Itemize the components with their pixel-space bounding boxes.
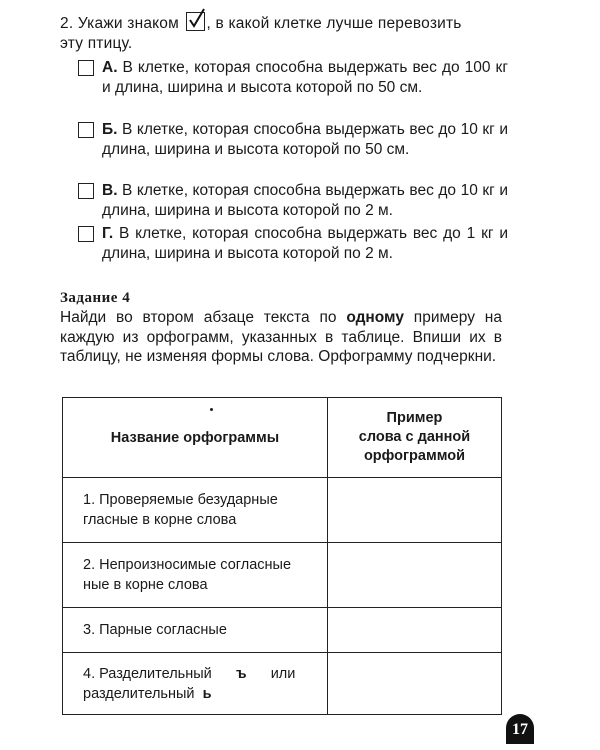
orthogram-text xyxy=(63,684,327,704)
header-orthogram-name: Название орфограммы xyxy=(63,398,328,478)
option-letter: А. xyxy=(102,59,118,76)
example-input-cell[interactable] xyxy=(327,608,501,653)
header-example-line: Пример xyxy=(386,410,443,426)
option-text: В клетке, которая способна выдержать вес до 1 кг и длина, ширина и высота которой по 2 м. xyxy=(102,225,508,262)
option-a[interactable] xyxy=(78,58,508,97)
orthogram-text-part: разделительный xyxy=(83,685,195,702)
option-text: В клетке, которая способна выдержать вес до 10 кг и длина, ширина и высота которой по 50 см. xyxy=(102,121,508,158)
orthogram-text: 1. Проверяемые безударные xyxy=(83,492,278,508)
orthogram-text: ные в корне слова xyxy=(83,577,208,593)
page-number: 17 xyxy=(506,714,534,744)
or-word: или xyxy=(270,665,296,682)
soft-sign: ь xyxy=(202,685,212,702)
orthogram-text-part: 4. Разделительный xyxy=(83,665,212,682)
example-input-cell[interactable] xyxy=(327,478,501,543)
orthogram-text xyxy=(63,664,327,684)
orthogram-cell xyxy=(63,543,328,608)
checkbox[interactable] xyxy=(78,183,94,199)
orthogram-text: 3. Парные согласные xyxy=(83,622,227,638)
orthogram-text: гласные в корне слова xyxy=(83,512,237,528)
option-letter: Г. xyxy=(102,225,114,242)
checkbox[interactable] xyxy=(78,60,94,76)
checkbox[interactable] xyxy=(78,122,94,138)
orthogram-table xyxy=(62,397,502,715)
table-row xyxy=(63,478,502,543)
orthogram-text: 2. Непроизносимые согласные xyxy=(83,557,292,573)
table-row xyxy=(63,608,502,653)
task-4-instructions xyxy=(60,308,502,367)
hard-sign: ъ xyxy=(235,665,247,682)
example-input-cell[interactable] xyxy=(327,653,501,715)
option-b[interactable] xyxy=(78,120,508,159)
checkmark-sample-icon xyxy=(186,12,205,31)
option-d[interactable] xyxy=(78,224,508,263)
orthogram-cell xyxy=(63,478,328,543)
orthogram-cell xyxy=(63,608,328,653)
question-2-prompt-line2: эту птицу. xyxy=(60,35,133,52)
header-example-line: слова с данной xyxy=(358,429,471,445)
header-example-line: орфограммой xyxy=(363,448,465,464)
option-text: В клетке, которая способна выдержать вес до 100 кг и длина, ширина и высота которой по 50 см. xyxy=(102,59,508,96)
question-2-prompt-end: , в какой клетке лучше перевозить xyxy=(206,15,462,32)
example-input-cell[interactable] xyxy=(327,543,501,608)
checkbox[interactable] xyxy=(78,226,94,242)
option-c[interactable] xyxy=(78,181,508,220)
question-2-prompt xyxy=(60,12,462,34)
task-4-title: Задание 4 xyxy=(60,290,131,306)
table-row xyxy=(63,543,502,608)
instruction-part: Найди во втором абзаце текста по xyxy=(60,309,347,326)
header-example xyxy=(327,398,501,478)
table-row xyxy=(63,653,502,715)
question-2-prompt-start: 2. Укажи знаком xyxy=(60,15,179,32)
option-letter: В. xyxy=(102,182,118,199)
option-text: В клетке, которая способна выдержать вес до 10 кг и длина, ширина и высота которой по 2 м. xyxy=(102,182,508,219)
instruction-emphasis: одному xyxy=(346,309,404,326)
table-header-row xyxy=(63,398,502,478)
option-letter: Б. xyxy=(102,121,118,138)
instruction-part: примеру на каждую из орфограмм, указанных в таблице. Впиши их в таблицу, не изменяя формы слова. Орфограмму подчеркни. xyxy=(60,309,502,365)
orthogram-cell xyxy=(63,653,328,715)
